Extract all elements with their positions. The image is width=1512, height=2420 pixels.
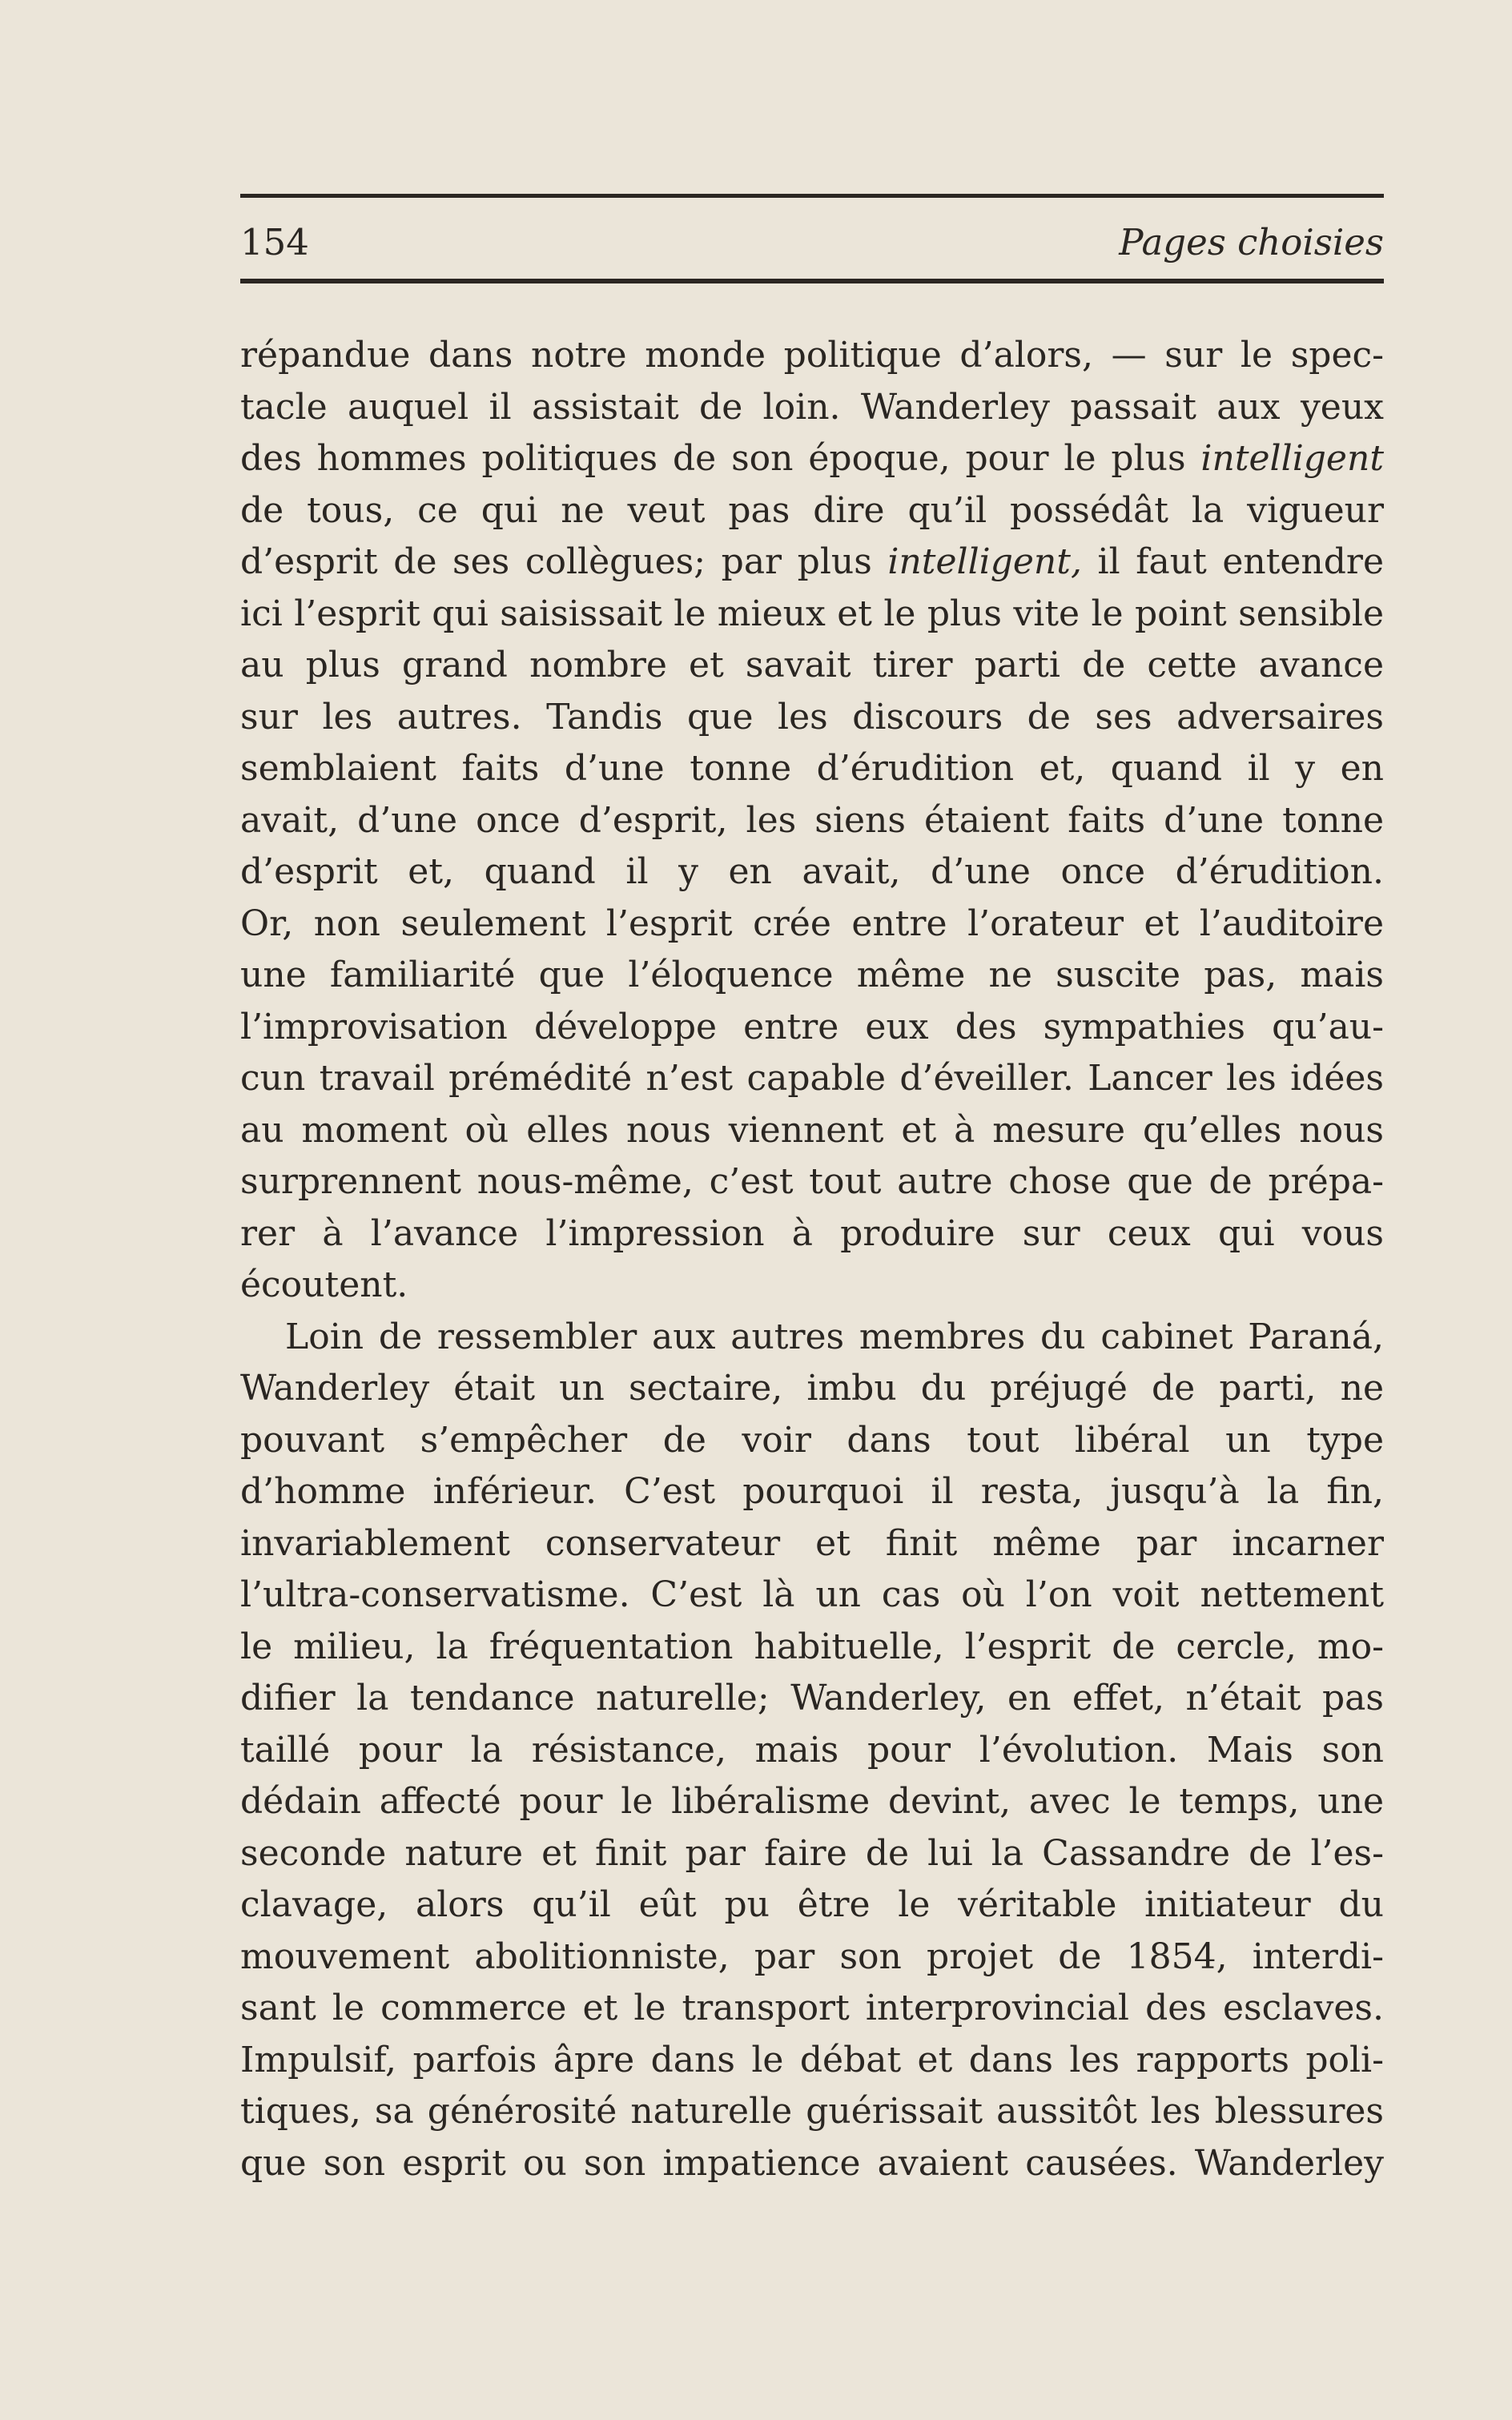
text-line: difier la tendance naturelle; Wanderley, en effet, n’était pas	[240, 1678, 1384, 1719]
body-text	[240, 330, 1384, 2189]
header-rule-bottom	[240, 279, 1384, 283]
text-line: d’esprit et, quand il y en avait, d’une once d’érudition.	[240, 851, 1384, 892]
text-line	[240, 433, 1384, 485]
page-number: 154	[240, 221, 309, 263]
text-line: d’homme inférieur. C’est pourquoi il resta, jusqu’à la fin,	[240, 1471, 1384, 1512]
text-line: au moment où elles nous viennent et à mesure qu’elles nous	[240, 1109, 1384, 1151]
text-line: écoutent.	[240, 1264, 408, 1305]
text-segment: il faut entendre	[1081, 541, 1384, 582]
text-line: seconde nature et finit par faire de lui la Cassandre de l’es-	[240, 1832, 1384, 1874]
text-line: que son esprit ou son impatience avaient causées. Wanderley	[240, 2142, 1384, 2184]
text-line: répandue dans notre monde politique d’alors, — sur le spec-	[240, 335, 1384, 376]
text-line: taillé pour la résistance, mais pour l’évolution. Mais son	[240, 1729, 1384, 1771]
text-line: au plus grand nombre et savait tirer parti de cette avance	[240, 645, 1384, 685]
text-line: Wanderley était un sectaire, imbu du préjugé de parti, ne	[240, 1368, 1384, 1409]
text-line: pouvant s’empêcher de voir dans tout libéral un type	[240, 1419, 1384, 1461]
text-line: de tous, ce qui ne veut pas dire qu’il possédât la vigueur	[240, 489, 1384, 531]
text-line: une familiarité que l’éloquence même ne suscite pas, mais	[240, 955, 1384, 995]
text-line: sant le commerce et le transport interprovincial des esclaves.	[240, 1988, 1384, 2028]
text-line: clavage, alors qu’il eût pu être le véritable initiateur du	[240, 1884, 1384, 1925]
text-segment: d’esprit de ses collègues; par plus	[240, 541, 888, 582]
running-head: Pages choisies	[1119, 221, 1384, 263]
text-line: invariablement conservateur et finit même par incarner	[240, 1522, 1384, 1564]
text-line: tacle auquel il assistait de loin. Wanderley passait aux yeux	[240, 386, 1384, 428]
text-line: tiques, sa générosité naturelle guérissait aussitôt les blessures	[240, 2091, 1384, 2132]
italic-word: intelligent,	[887, 541, 1082, 582]
text-line: Impulsif, parfois âpre dans le débat et dans les rapports poli-	[240, 2039, 1384, 2080]
text-line: Or, non seulement l’esprit crée entre l’orateur et l’auditoire	[240, 902, 1384, 944]
text-line: mouvement abolitionniste, par son projet de 1854, interdi-	[240, 1936, 1384, 1977]
text-line: avait, d’une once d’esprit, les siens étaient faits d’une tonne	[240, 799, 1384, 841]
text-line: ici l’esprit qui saisissait le mieux et le plus vite le point sensible	[240, 593, 1384, 634]
text-segment: des hommes politiques de son époque, pour le plus	[240, 438, 1201, 479]
text-line: surprennent nous-même, c’est tout autre chose que de prépa-	[240, 1161, 1384, 1202]
text-line: l’ultra-conservatisme. C’est là un cas où l’on voit nettement	[240, 1574, 1384, 1615]
text-line: dédain affecté pour le libéralisme devint, avec le temps, une	[240, 1781, 1384, 1822]
text-line	[240, 537, 1384, 589]
italic-word: intelligent	[1200, 438, 1384, 479]
text-line: Loin de ressembler aux autres membres du cabinet Paraná,	[285, 1316, 1384, 1357]
page-header	[240, 215, 1384, 271]
text-line: sur les autres. Tandis que les discours de ses adversaires	[240, 696, 1384, 738]
text-line: cun travail prémédité n’est capable d’éveiller. Lancer les idées	[240, 1058, 1384, 1099]
text-line: rer à l’avance l’impression à produire sur ceux qui vous	[240, 1212, 1384, 1254]
text-line: l’improvisation développe entre eux des sympathies qu’au-	[240, 1006, 1384, 1047]
header-rule-top	[240, 194, 1384, 198]
text-line: le milieu, la fréquentation habituelle, l’esprit de cercle, mo-	[240, 1626, 1384, 1667]
text-line: semblaient faits d’une tonne d’érudition et, quand il y en	[240, 748, 1384, 789]
